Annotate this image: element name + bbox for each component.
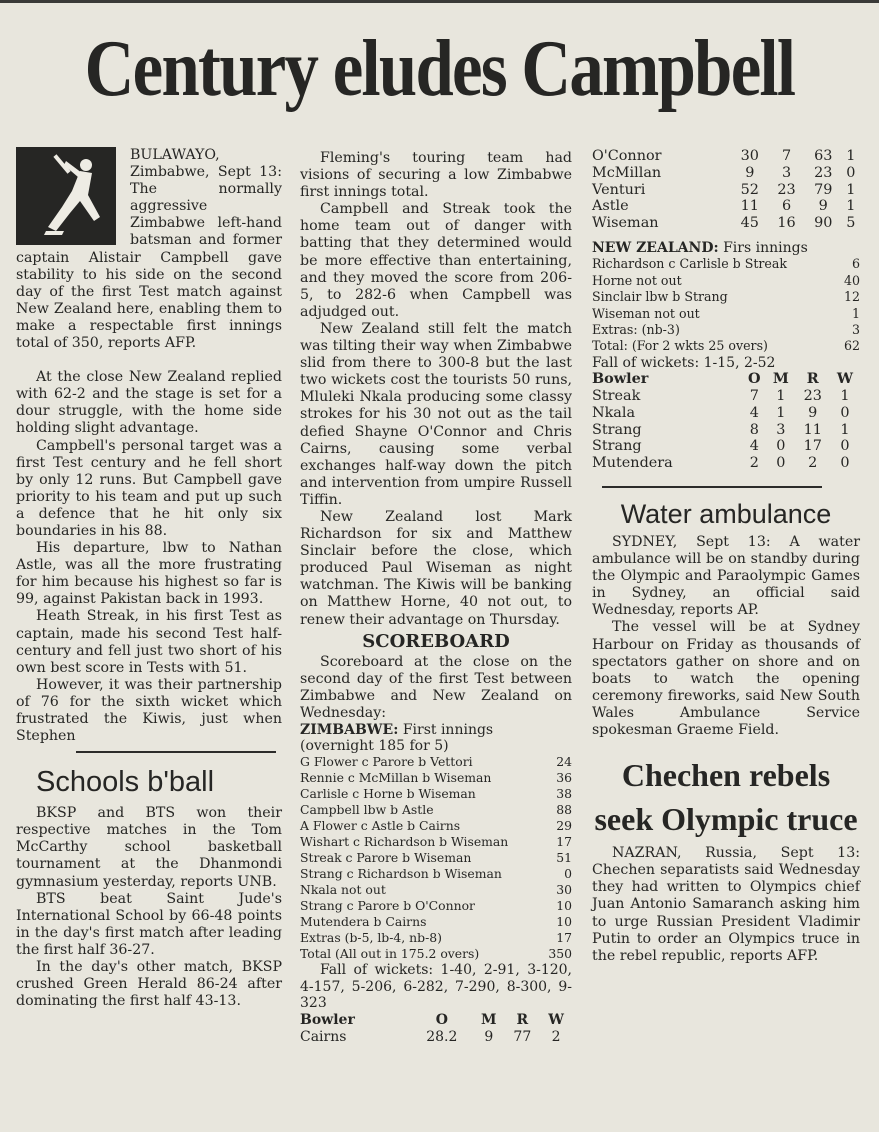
batting-row	[300, 882, 572, 898]
batsman-runs: 350	[548, 946, 572, 961]
bowling-cell: 0	[776, 438, 786, 455]
bowling-cell: 3	[781, 164, 792, 181]
article-paragraph-3: Campbell's personal target was a first Test century and he fell short by only 12 runs. But Campbell gave priority to his team and put up such a defence that he hit only six boundaries in his 88.	[16, 437, 282, 539]
bowling-header-cell: R	[806, 370, 819, 388]
schools-paragraph-1: BKSP and BTS won their respective matches in the Tom McCarthy school basketball tournament at the Dhanmondi gymnasium yesterday, reports UNB.	[16, 805, 282, 890]
bowling-cell: 1	[840, 388, 850, 405]
bowling-cell: 30	[740, 148, 759, 164]
bowling-cell: 5	[846, 215, 856, 232]
batsman-runs: 88	[556, 802, 572, 817]
bowling-cell: 4	[749, 404, 759, 421]
bowling-cell: 79	[814, 181, 833, 198]
bowling-row	[592, 148, 860, 165]
batsman-runs: 12	[843, 289, 860, 305]
bowling-cell: O'Connor	[592, 148, 662, 164]
bowling-cell: 1	[846, 148, 856, 164]
bowling-cell: 9	[745, 164, 755, 181]
water-paragraph-1: SYDNEY, Sept 13: A water ambulance will be on standby during the Olympic and Paraolympic Games in Sydney, an official said Wednesday, reports AP.	[592, 534, 860, 619]
batsman-runs: 6	[851, 256, 860, 272]
bowling-cell: 8	[749, 421, 759, 438]
section-divider	[76, 751, 276, 753]
batsman-runs: 38	[556, 786, 572, 801]
batsman-entry: Strang c Parore b O'Connor	[300, 898, 475, 913]
bowling-row	[592, 422, 860, 439]
runs-header: R	[516, 1011, 529, 1028]
maidens-header: M	[481, 1011, 497, 1028]
bowling-cell: 9	[818, 198, 828, 215]
batting-row	[300, 946, 572, 962]
bowling-cell: 23	[814, 164, 833, 181]
batsman-runs: 29	[556, 818, 572, 833]
batsman-entry: G Flower c Parore b Vettori	[300, 754, 473, 769]
chechen-paragraph-1: NAZRAN, Russia, Sept 13: Chechen separatists said Wednesday they had written to Olympics chief Juan Antonio Samaranch asking him to urge Russian President Vladimir Putin to order an Olympics truce in the rebel republic, reports AFP.	[592, 845, 860, 964]
batsman-runs: 51	[556, 850, 572, 865]
bowling-cell: 1	[846, 198, 856, 215]
bowling-row	[592, 182, 860, 199]
cricketer-photo	[16, 147, 116, 245]
zimbabwe-innings-label: First innings	[402, 722, 494, 738]
bowling-header-cell: O	[748, 370, 761, 388]
article-paragraph-9: New Zealand still felt the match was tilting their way when Zimbabwe slid from there to 300-8 but the last two wickets cost the tourists 50 runs, Mluleki Nkala producing some classy strokes for his 30 not out as the tail defied Shayne O'Connor and Chris Cairns, causing some verbal exchanges half-way down the pitch and intervention from umpire Russell Tiffin.	[300, 320, 572, 508]
batsman-entry: Carlisle c Horne b Wiseman	[300, 786, 476, 801]
batting-row	[300, 786, 572, 802]
bowling-cell: 45	[740, 215, 759, 232]
wickets-header: W	[548, 1011, 564, 1028]
bowler-header: Bowler	[300, 1011, 355, 1028]
bowling-cell: 4	[749, 438, 759, 455]
batting-row	[300, 818, 572, 834]
schools-paragraph-3: In the day's other match, BKSP crushed Green Herald 86-24 after dominating the first half 43-13.	[16, 959, 282, 1010]
new-zealand-scorecard	[592, 240, 860, 472]
bowling-cell: 23	[803, 388, 822, 405]
article-paragraph-4: His departure, lbw to Nathan Astle, was all the more frustrating for him because his highest so far is 99, against Pakistan back in 1993.	[16, 540, 282, 608]
schools-headline: Schools b'ball	[36, 766, 215, 799]
batsman-entry: Wishart c Richardson b Wiseman	[300, 834, 509, 849]
zimbabwe-batting-list	[300, 754, 572, 962]
scoreboard-heading: SCOREBOARD	[362, 630, 510, 652]
column-1	[16, 147, 282, 1010]
bowling-cell: Wiseman	[592, 215, 659, 232]
bowling-row	[592, 198, 860, 215]
new-zealand-innings-label: Firs innings	[723, 239, 808, 256]
batsman-entry: Campbell lbw b Astle	[300, 802, 434, 817]
article-paragraph-7: Fleming's touring team had visions of securing a low Zimbabwe first innings total.	[300, 150, 572, 201]
bowling-row	[592, 455, 860, 472]
batting-row	[592, 289, 860, 305]
batsman-entry: Horne not out	[592, 272, 682, 288]
batting-row	[300, 834, 572, 850]
bowler-runs: 77	[513, 1028, 532, 1045]
bowling-row	[592, 438, 860, 455]
batsman-entry: Extras: (nb-3)	[592, 322, 680, 338]
batsman-entry: Richardson c Carlisle b Streak	[592, 256, 788, 272]
batsman-runs: 24	[556, 754, 572, 769]
bowler-overs: 28.2	[426, 1028, 458, 1045]
batting-row	[300, 866, 572, 882]
batsman-entry: Sinclair lbw b Strang	[592, 289, 728, 305]
batsman-runs: 40	[843, 272, 860, 288]
batting-row	[300, 754, 572, 770]
bowling-cell: 0	[846, 164, 856, 181]
batsman-silhouette-icon	[16, 147, 116, 245]
bowling-cell: 9	[808, 404, 818, 421]
batting-row	[300, 770, 572, 786]
bowling-row	[592, 405, 860, 422]
bowling-cell: 11	[740, 198, 759, 215]
article-paragraph-1: BULAWAYO, Zimbabwe, Sept 13: The normally aggressive Zimbabwe left-hand batsman and former captain Alistair Campbell gave stability to his side on the second day of the first Test match against New Zealand here, enabling them to make a respectable first innings total of 350, reports AFP.	[16, 147, 282, 352]
bowling-cell: 63	[814, 148, 833, 164]
bowling-cell: 6	[781, 198, 792, 215]
bowling-cell: 0	[840, 455, 850, 472]
column-2	[300, 150, 572, 1045]
batsman-entry: A Flower c Astle b Cairns	[300, 818, 461, 833]
new-zealand-fall-of-wickets: Fall of wickets: 1-15, 2-52	[592, 354, 776, 371]
batting-row	[592, 306, 860, 322]
section-divider	[602, 486, 822, 488]
batsman-entry: Wiseman not out	[592, 305, 700, 321]
bowling-cell: 11	[803, 421, 822, 438]
bowling-row	[592, 215, 860, 232]
batsman-entry: Nkala not out	[300, 882, 386, 897]
batsman-entry: Rennie c McMillan b Wiseman	[300, 770, 492, 785]
new-zealand-bowling-table	[592, 371, 860, 472]
bowling-cell: 7	[781, 148, 792, 164]
bowling-cell: 1	[840, 421, 850, 438]
batting-row	[300, 898, 572, 914]
bowling-cell: Strang	[592, 421, 642, 438]
water-paragraph-2: The vessel will be at Sydney Harbour on Friday as thousands of spectators gather on shore and on boats to watch the opening ceremony fireworks, said New South Wales Ambulance Service spokesman Graeme Field.	[592, 619, 860, 739]
column-3	[592, 148, 860, 965]
batsman-entry: Extras (b-5, lb-4, nb-8)	[300, 930, 442, 945]
new-zealand-batting-list	[592, 256, 860, 354]
bowling-row	[592, 165, 860, 182]
bowling-cell: 2	[808, 455, 818, 472]
schools-paragraph-2: BTS beat Saint Jude's International School by 66-48 points in the day's first match after leading the first half 36-27.	[16, 890, 282, 958]
bowler-wickets: 2	[551, 1028, 561, 1045]
bowler-maidens: 9	[484, 1028, 494, 1045]
batsman-entry: Total: (For 2 wkts 25 overs)	[592, 338, 768, 354]
new-zealand-label: NEW ZEALAND:	[592, 239, 719, 256]
bowling-cell: Astle	[592, 198, 629, 215]
bowling-cell: 1	[776, 388, 786, 405]
batsman-runs: 62	[843, 338, 860, 354]
batsman-entry: Strang c Richardson b Wiseman	[300, 866, 502, 881]
batting-row	[592, 338, 860, 354]
batsman-entry: Mutendera b Cairns	[300, 914, 427, 929]
batsman-entry: Streak c Parore b Wiseman	[300, 850, 472, 865]
article-paragraph-8: Campbell and Streak took the home team out of danger with batting that they determined would be more effective than entertaining, and they moved the score from 206-5, to 282-6 when Campbell was adjudged out.	[300, 201, 572, 320]
batsman-runs: 1	[851, 305, 860, 321]
batting-row	[592, 322, 860, 338]
bowler-name: Cairns	[300, 1028, 347, 1045]
bowling-cell: 16	[777, 215, 796, 232]
article-paragraph-10: New Zealand lost Mark Richardson for six and Matthew Sinclair before the close, which produced Paul Wiseman as night watchman. The Kiwis will be banking on Matthew Horne, 40 not out, to renew their advantage on Thursday.	[300, 508, 572, 628]
top-rule	[0, 0, 879, 3]
bowling-cell: 52	[740, 181, 759, 198]
main-headline: Century eludes Campbell	[84, 25, 795, 113]
batsman-runs: 36	[556, 770, 572, 785]
batting-row	[300, 930, 572, 946]
batsman-entry: Total (All out in 175.2 overs)	[300, 946, 480, 961]
bowling-cell: Nkala	[592, 404, 636, 421]
bowling-cell: Strang	[592, 438, 642, 455]
bowling-header-cell: W	[836, 370, 853, 388]
zimbabwe-label: ZIMBABWE:	[300, 722, 399, 738]
batting-row	[300, 914, 572, 930]
bowling-cell: 1	[846, 181, 856, 198]
batting-row	[592, 256, 860, 272]
overs-header: O	[435, 1011, 448, 1028]
bowling-cell: 0	[840, 438, 850, 455]
batsman-runs: 3	[851, 322, 860, 338]
zimbabwe-scorecard	[300, 722, 572, 1045]
overnight-note: (overnight 185 for 5)	[300, 738, 449, 754]
batsman-runs: 10	[556, 914, 572, 929]
batsman-runs: 10	[556, 898, 572, 913]
article-paragraph-5: Heath Streak, in his first Test as captain, made his second Test half-century and fell just two short of his own best score in Tests with 51.	[16, 608, 282, 676]
article-paragraph-6: However, it was their partnership of 76 for the sixth wicket which frustrated the Kiwis, just when Stephen	[16, 676, 282, 745]
bowling-cell: 90	[814, 215, 833, 232]
bowling-row	[592, 388, 860, 405]
water-ambulance-headline: Water ambulance	[620, 499, 832, 530]
batting-row	[300, 850, 572, 866]
bowling-cell: 23	[777, 181, 796, 198]
bowling-cell: 3	[776, 421, 786, 438]
bowling-cell: McMillan	[592, 164, 662, 181]
bowling-header-cell: M	[772, 370, 789, 388]
bowling-cell: Streak	[592, 388, 641, 405]
scoreboard-intro: Scoreboard at the close on the second day of the first Test between Zimbabwe and New Zealand on Wednesday:	[300, 653, 572, 721]
bowling-cell: 1	[776, 404, 786, 421]
batting-row	[592, 273, 860, 289]
batsman-runs: 0	[564, 866, 572, 881]
batting-row	[300, 802, 572, 818]
bowling-row	[300, 1029, 572, 1046]
bowling-cell: 0	[776, 455, 786, 472]
zimbabwe-fall-of-wickets: Fall of wickets: 1-40, 2-91, 3-120, 4-157, 5-206, 6-282, 7-290, 8-300, 9-323	[300, 962, 572, 1012]
bowling-cell: Mutendera	[592, 455, 673, 472]
bowling-cell: 7	[749, 388, 759, 405]
bowling-header-cell: Bowler	[592, 370, 649, 388]
batsman-runs: 17	[556, 834, 572, 849]
bowling-cell: 17	[803, 438, 822, 455]
zimbabwe-bowling-table	[300, 1012, 572, 1046]
batsman-runs: 30	[556, 882, 572, 897]
bowling-cell: 2	[749, 455, 759, 472]
bowling-cell: 0	[840, 404, 850, 421]
chechen-headline: Chechen rebels seek Olympic truce	[594, 757, 858, 838]
bowling-cell: Venturi	[592, 181, 646, 198]
article-paragraph-2: At the close New Zealand replied with 62-2 and the stage is set for a dour struggle, with the home side holding slight advantage.	[16, 369, 282, 437]
zimbabwe-bowling-continued	[592, 148, 860, 232]
bowling-header-row	[592, 371, 860, 388]
batsman-runs: 17	[556, 930, 572, 945]
